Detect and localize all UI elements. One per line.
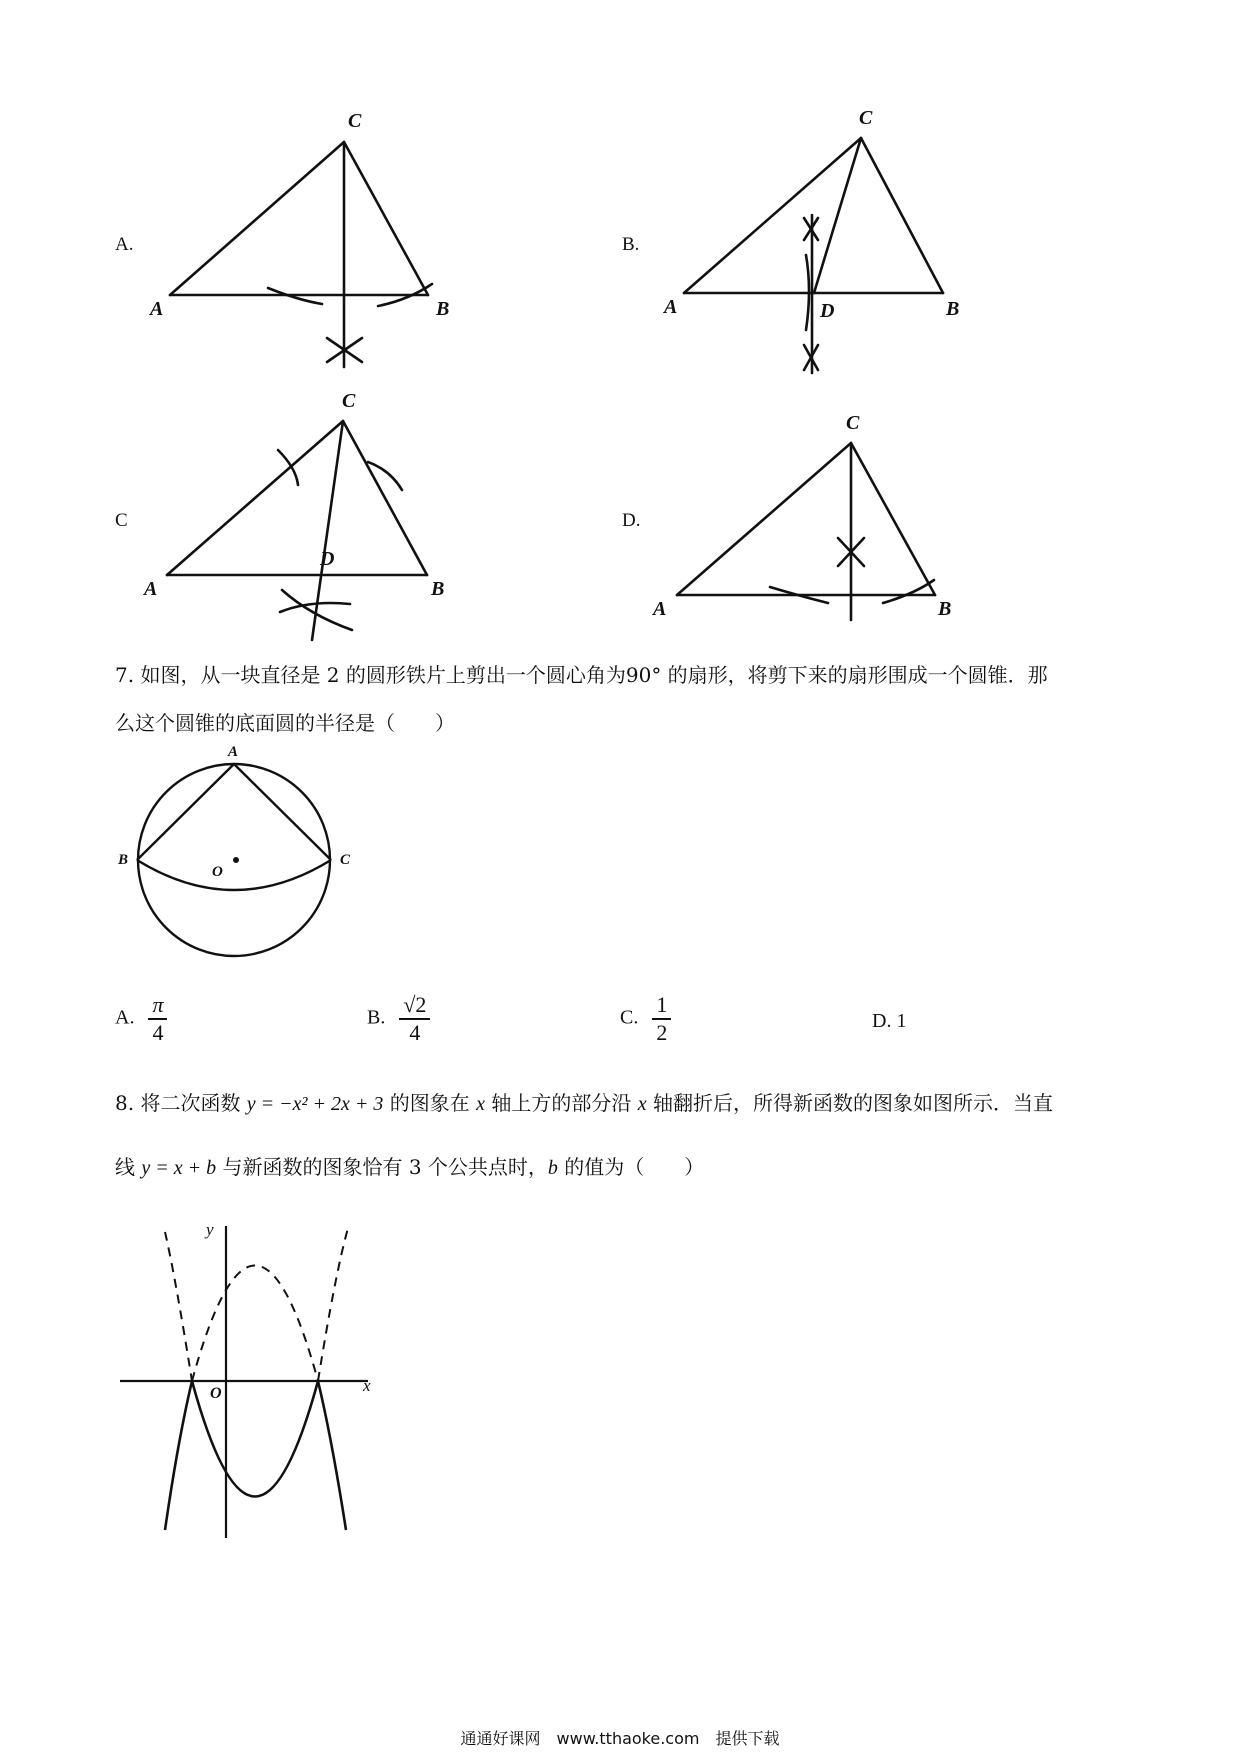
q7-choice-d-value: 1 xyxy=(896,1010,907,1032)
q7-choice-d-letter: D. xyxy=(872,1010,892,1032)
q8-line-expr: y = x + b xyxy=(141,1157,217,1179)
fig-b-point-a: A xyxy=(664,296,678,318)
fig-a-point-a: A xyxy=(150,298,164,320)
q7-choice-c-fraction: $\frac{1}{2}$ xyxy=(652,992,671,1046)
fig-a-point-b: B xyxy=(436,298,450,320)
q8-stem-line1: 8. 将二次函数 y = −x² + 2x + 3 的图象在 x 轴上方的部分沿 x 轴翻折后，所得新函数的图象如图所示．当直 xyxy=(115,1091,1053,1115)
fig-c-point-a: A xyxy=(144,578,158,600)
q7-point-o: O xyxy=(212,864,223,880)
fig-b-point-b: B xyxy=(946,298,960,320)
q7-point-c: C xyxy=(340,852,351,868)
fig-c-point-b: B xyxy=(431,578,445,600)
page-footer: 通通好课网 www.tthaoke.com 提供下载 xyxy=(460,1729,780,1748)
q7-choice-b-fraction: $\frac{√2}{4}$ xyxy=(399,992,430,1046)
q8-axis-y-label: y xyxy=(206,1220,214,1239)
q6-option-d-label: D. xyxy=(622,510,641,531)
q6-option-b-label: B. xyxy=(622,234,640,255)
fig-c-point-d: D xyxy=(320,548,335,570)
q7-stem-line2: 么这个圆锥的底面圆的半径是（ ） xyxy=(115,711,455,735)
q6-option-a-label: A. xyxy=(115,234,134,255)
q6-option-c-label: C xyxy=(115,510,128,531)
fig-d-point-c: C xyxy=(846,412,860,434)
q8-function-expr: y = −x² + 2x + 3 xyxy=(246,1093,384,1115)
q8-stem-line2: 线 y = x + b 与新函数的图象恰有 3 个公共点时，b 的值为（ ） xyxy=(115,1155,705,1179)
fig-a-point-c: C xyxy=(348,110,362,132)
fig-d-point-b: B xyxy=(938,598,952,620)
q7-point-a: A xyxy=(228,744,239,760)
fig-b-point-c: C xyxy=(859,107,873,129)
q7-stem-line1: 7. 如图，从一块直径是 2 的圆形铁片上剪出一个圆心角为90° 的扇形，将剪下来的扇形围成一个圆锥．那 xyxy=(115,663,1048,687)
q7-choice-a-fraction: $\frac{\pi}{4}$ xyxy=(148,992,167,1046)
fig-c-point-c: C xyxy=(342,390,356,412)
fig-b-point-d: D xyxy=(820,300,835,322)
q7-choice-c-letter: C. xyxy=(620,1006,639,1029)
q8-axis-x-label: x xyxy=(363,1376,371,1395)
q7-choice-b-letter: B. xyxy=(367,1006,386,1029)
q8-origin-label: O xyxy=(210,1385,222,1402)
q7-point-b: B xyxy=(118,852,129,868)
fig-d-point-a: A xyxy=(653,598,667,620)
q7-choice-a-letter: A. xyxy=(115,1006,135,1029)
